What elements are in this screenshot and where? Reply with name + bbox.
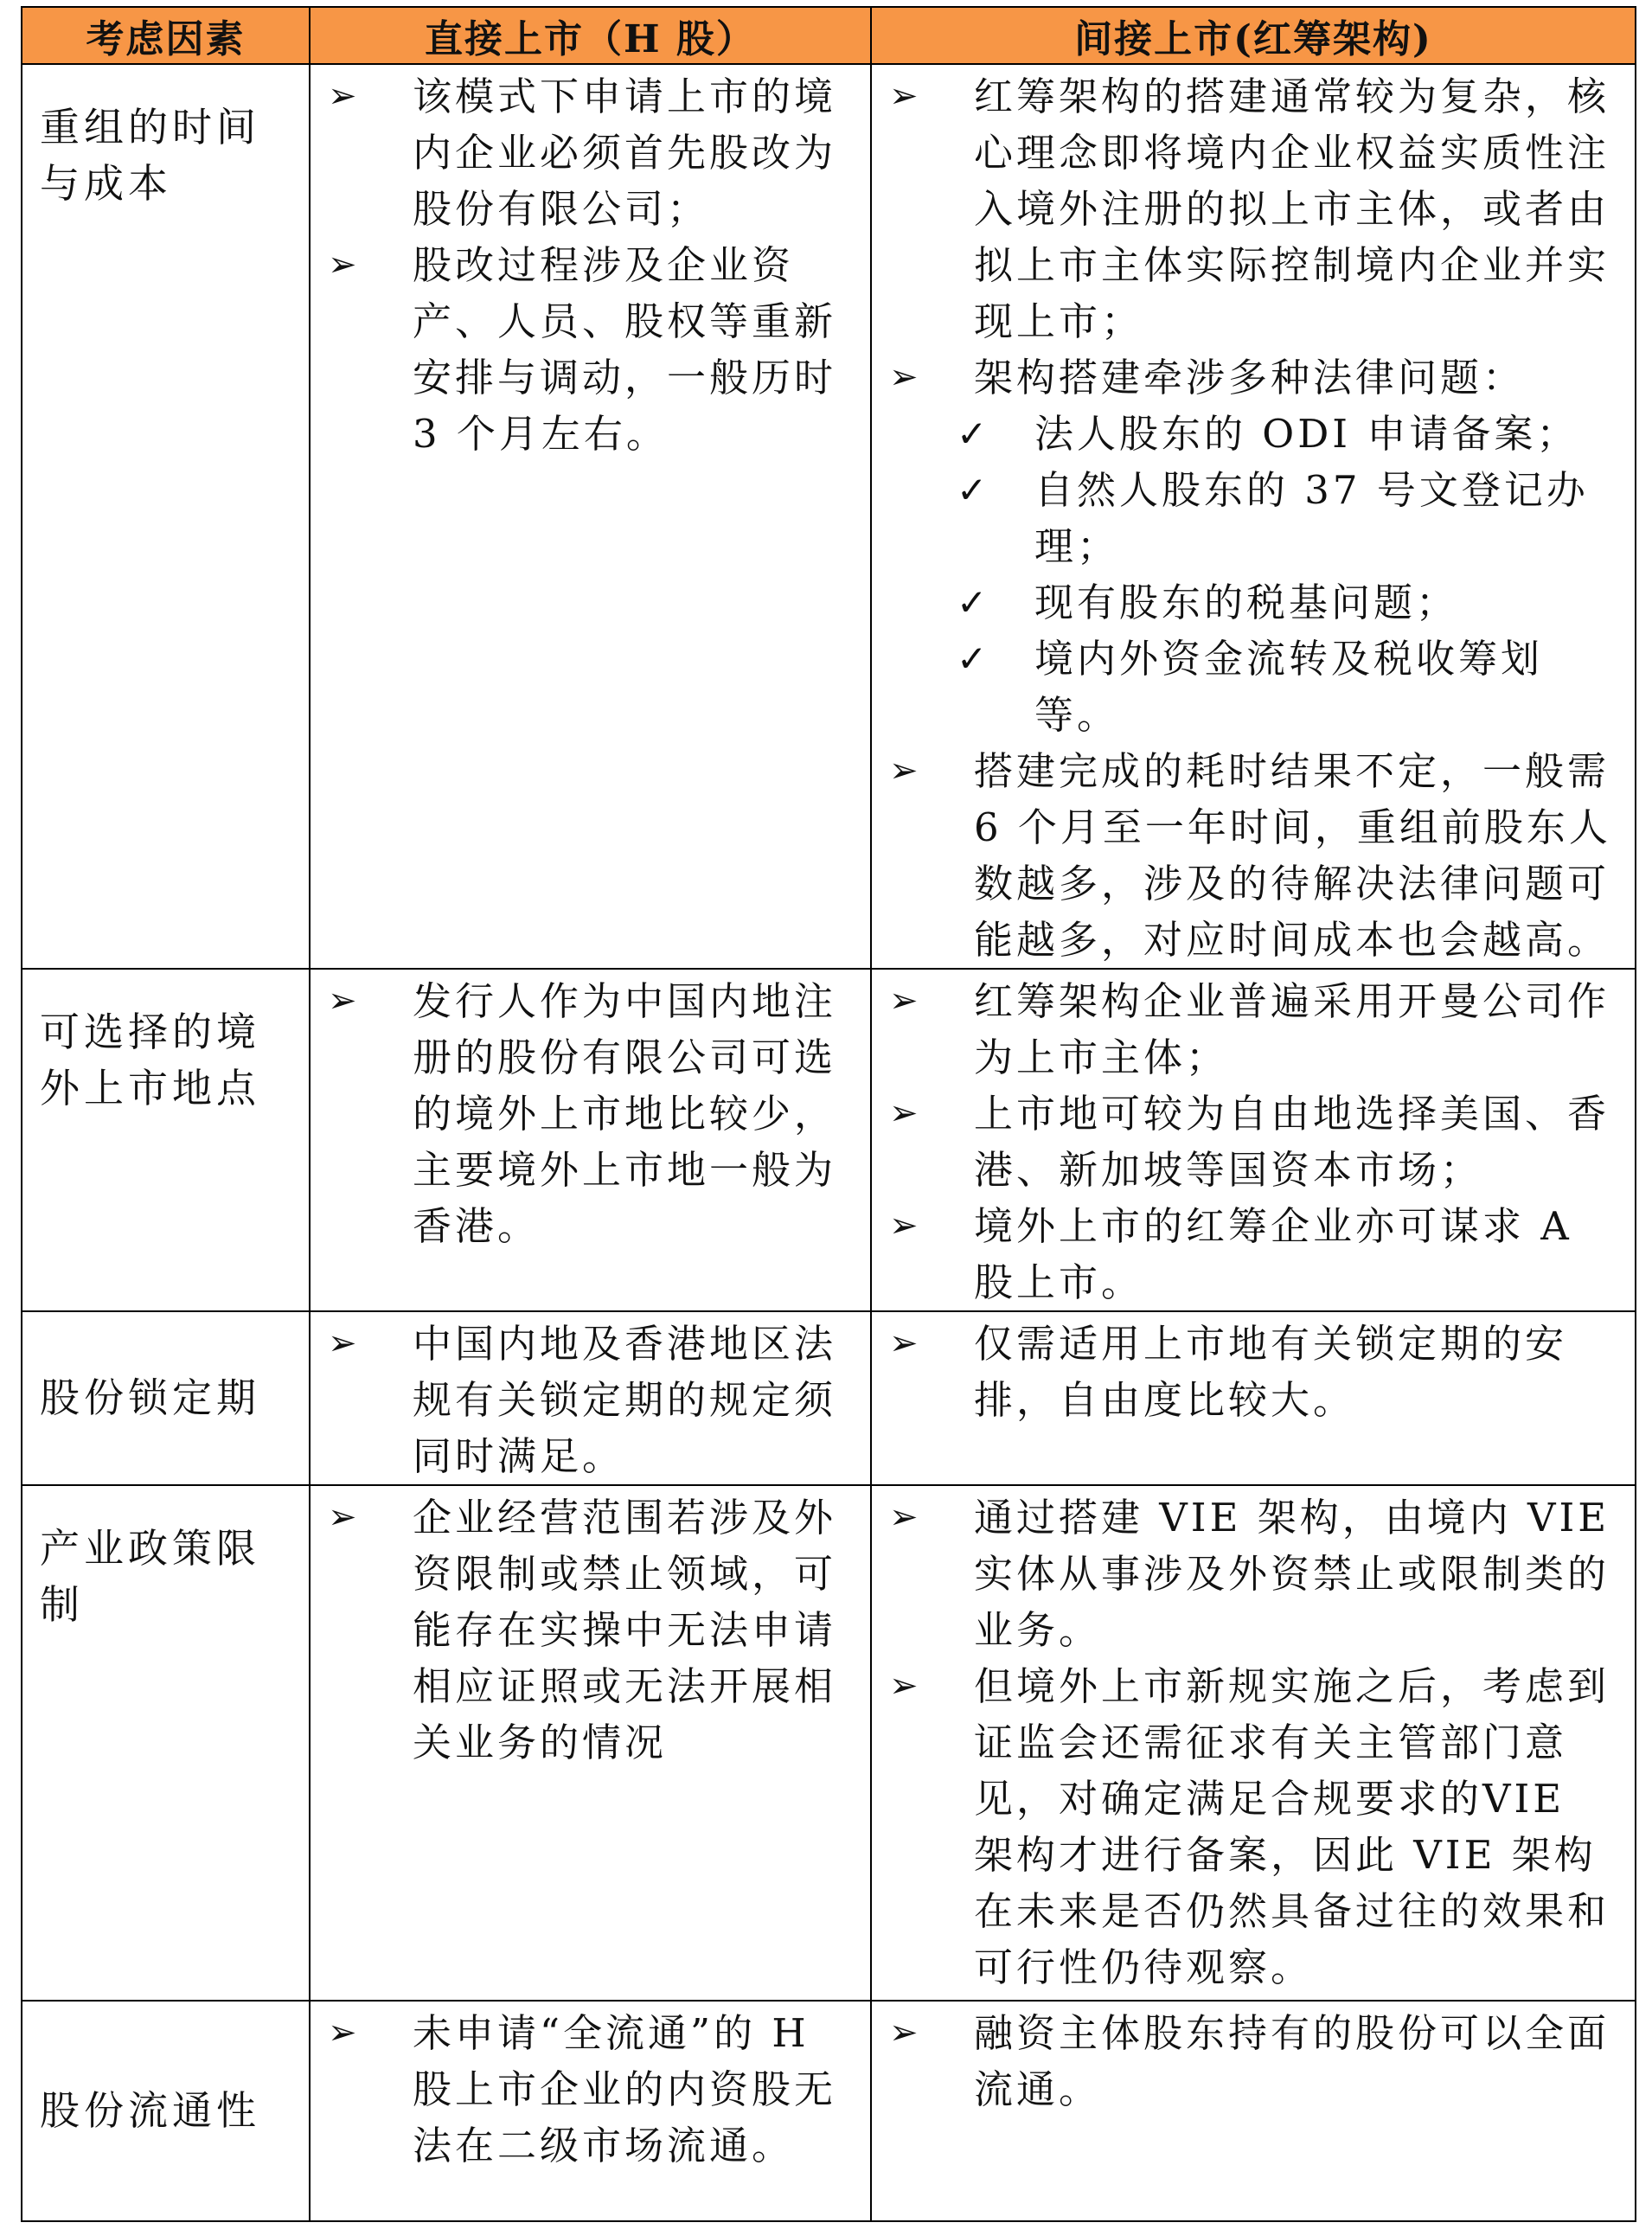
arrow-bullet-icon: ➢ bbox=[889, 1323, 922, 1363]
arrow-bullet-icon: ➢ bbox=[889, 357, 922, 397]
sub-list-item: ✓ 自然人股东的 37 号文登记办理； bbox=[957, 462, 1623, 574]
arrow-bullet-icon: ➢ bbox=[328, 2013, 361, 2053]
sub-list-item: ✓ 境内外资金流转及税收筹划等。 bbox=[957, 631, 1623, 743]
red-chip-cell bbox=[871, 2001, 1636, 2221]
h-share-cell bbox=[310, 64, 871, 969]
list-item: ➢ 上市地可较为自由地选择美国、香港、新加坡等国资本市场； bbox=[889, 1086, 1623, 1198]
list-item: ➢ 但境外上市新规实施之后，考虑到证监会还需征求有关主管部门意见，对确定满足合规要求的VIE 架构才进行备案，因此 VIE 架构在未来是否仍然具备过往的效果和可行性仍待观察。 bbox=[889, 1658, 1623, 1995]
comparison-table bbox=[21, 6, 1636, 2222]
red-chip-cell bbox=[871, 1485, 1636, 2001]
factor-cell: 重组的时间与成本 bbox=[22, 64, 310, 969]
header-red-chip: 间接上市(红筹架构) bbox=[871, 7, 1636, 64]
arrow-bullet-icon: ➢ bbox=[889, 751, 922, 791]
header-h-share: 直接上市（H 股） bbox=[310, 7, 871, 64]
list-item: ➢ 融资主体股东持有的股份可以全面流通。 bbox=[889, 2005, 1623, 2117]
list-item: ➢ 红筹架构的搭建通常较为复杂，核心理念即将境内企业权益实质性注入境外注册的拟上市主体，或者由拟上市主体实际控制境内企业并实现上市； bbox=[889, 68, 1623, 349]
list-item: ➢ 通过搭建 VIE 架构，由境内 VIE 实体从事涉及外资禁止或限制类的业务。 bbox=[889, 1489, 1623, 1658]
red-chip-cell bbox=[871, 1311, 1636, 1485]
table-row bbox=[22, 64, 1636, 969]
h-share-cell bbox=[310, 1485, 871, 2001]
table-row bbox=[22, 2001, 1636, 2221]
arrow-bullet-icon: ➢ bbox=[328, 981, 361, 1021]
arrow-bullet-icon: ➢ bbox=[328, 1497, 361, 1537]
list-item: ➢ 架构搭建牵涉多种法律问题： ✓ 法人股东的 ODI 申请备案； ✓ 自然人股东的 37 号文登记办理； ✓ 现有股东的税基问题； ✓ 境内外资金流转及税收筹划等。 bbox=[889, 349, 1623, 743]
arrow-bullet-icon: ➢ bbox=[328, 1323, 361, 1363]
arrow-bullet-icon: ➢ bbox=[328, 76, 361, 116]
checkmark-icon: ✓ bbox=[957, 581, 991, 624]
list-item: ➢ 搭建完成的耗时结果不定，一般需 6 个月至一年时间，重组前股东人数越多，涉及的待解决法律问题可能越多，对应时间成本也会越高。 bbox=[889, 743, 1623, 968]
header-row bbox=[22, 7, 1636, 64]
arrow-bullet-icon: ➢ bbox=[889, 1666, 922, 1706]
red-chip-cell bbox=[871, 64, 1636, 969]
checkmark-icon: ✓ bbox=[957, 469, 991, 511]
arrow-bullet-icon: ➢ bbox=[889, 2013, 922, 2053]
list-item: ➢ 发行人作为中国内地注册的股份有限公司可选的境外上市地比较少，主要境外上市地一般为香港。 bbox=[328, 973, 858, 1254]
sub-list-item: ✓ 现有股东的税基问题； bbox=[957, 574, 1623, 631]
factor-cell: 可选择的境外上市地点 bbox=[22, 969, 310, 1311]
list-item: ➢ 境外上市的红筹企业亦可谋求 A 股上市。 bbox=[889, 1198, 1623, 1310]
list-item: ➢ 股改过程涉及企业资产、人员、股权等重新安排与调动，一般历时 3 个月左右。 bbox=[328, 237, 858, 462]
list-item: ➢ 中国内地及香港地区法规有关锁定期的规定须同时满足。 bbox=[328, 1316, 858, 1484]
sub-list bbox=[957, 406, 1623, 743]
arrow-bullet-icon: ➢ bbox=[328, 245, 361, 285]
factor-cell: 产业政策限制 bbox=[22, 1485, 310, 2001]
checkmark-icon: ✓ bbox=[957, 637, 991, 680]
factor-cell: 股份流通性 bbox=[22, 2001, 310, 2221]
header-factor: 考虑因素 bbox=[22, 7, 310, 64]
list-item: ➢ 该模式下申请上市的境内企业必须首先股改为股份有限公司； bbox=[328, 68, 858, 237]
red-chip-cell bbox=[871, 969, 1636, 1311]
arrow-bullet-icon: ➢ bbox=[889, 76, 922, 116]
table-row bbox=[22, 1485, 1636, 2001]
arrow-bullet-icon: ➢ bbox=[889, 981, 922, 1021]
arrow-bullet-icon: ➢ bbox=[889, 1206, 922, 1246]
arrow-bullet-icon: ➢ bbox=[889, 1093, 922, 1133]
list-item: ➢ 仅需适用上市地有关锁定期的安排，自由度比较大。 bbox=[889, 1316, 1623, 1428]
list-item: ➢ 未申请“全流通”的 H 股上市企业的内资股无法在二级市场流通。 bbox=[328, 2005, 858, 2174]
checkmark-icon: ✓ bbox=[957, 413, 991, 455]
list-item: ➢ 红筹架构企业普遍采用开曼公司作为上市主体； bbox=[889, 973, 1623, 1086]
sub-list-item: ✓ 法人股东的 ODI 申请备案； bbox=[957, 406, 1623, 462]
h-share-cell bbox=[310, 1311, 871, 1485]
table-row bbox=[22, 1311, 1636, 1485]
list-item: ➢ 企业经营范围若涉及外资限制或禁止领域，可能存在实操中无法申请相应证照或无法开展相关业务的情况 bbox=[328, 1489, 858, 1771]
h-share-cell bbox=[310, 2001, 871, 2221]
arrow-bullet-icon: ➢ bbox=[889, 1497, 922, 1537]
table-row bbox=[22, 969, 1636, 1311]
factor-cell: 股份锁定期 bbox=[22, 1311, 310, 1485]
h-share-cell bbox=[310, 969, 871, 1311]
